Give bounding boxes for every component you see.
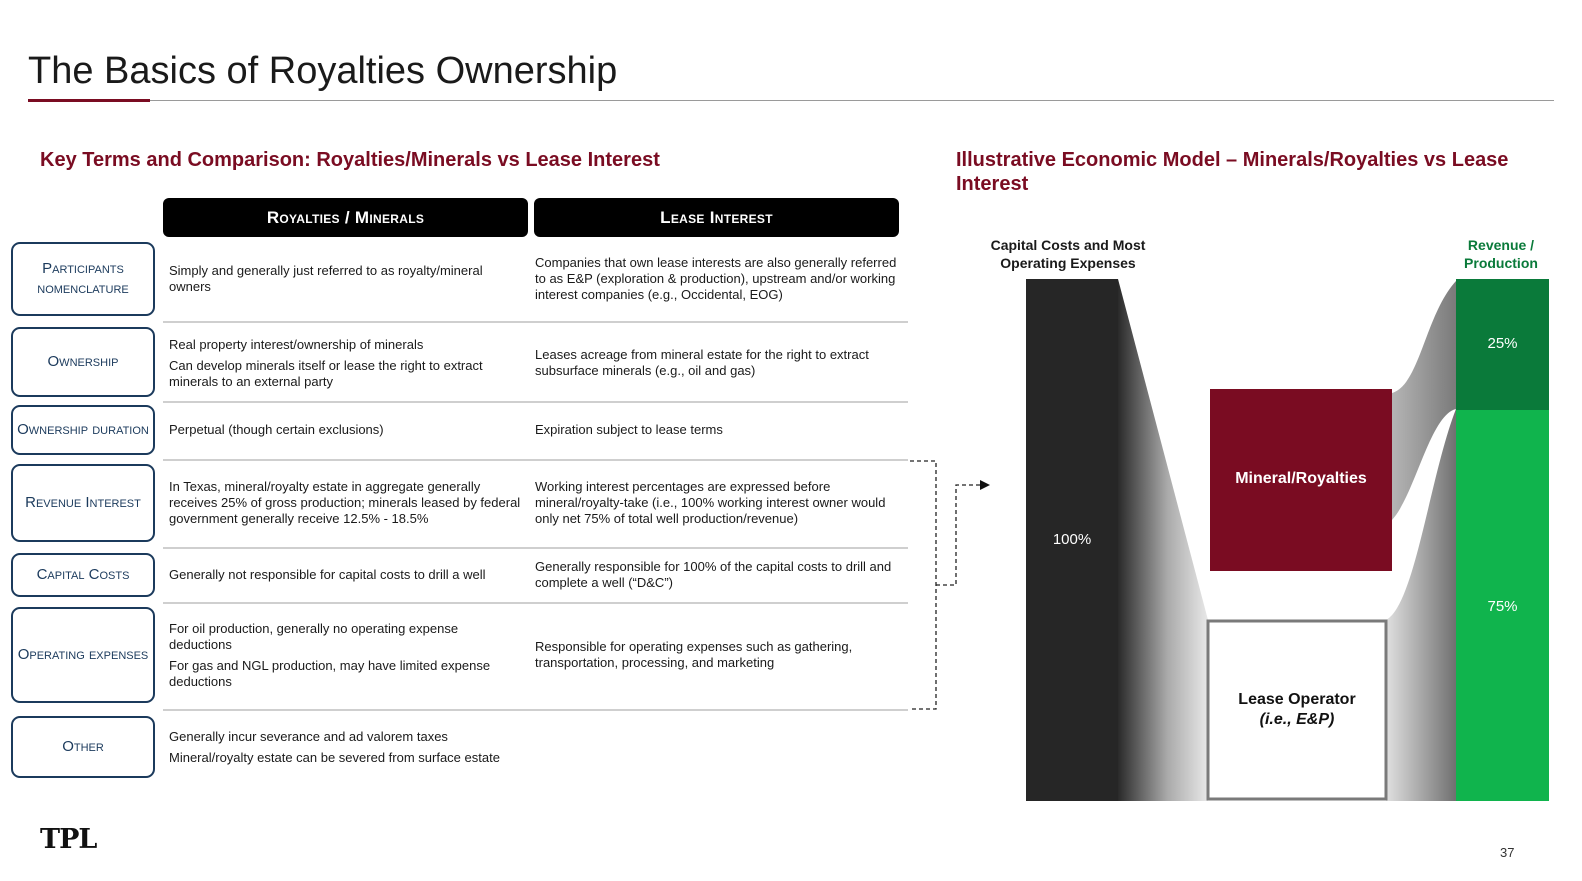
row-label-operating-expenses (11, 607, 155, 703)
column-header-lease (534, 198, 899, 237)
cell-lease-duration (535, 406, 903, 454)
row-divider (163, 401, 908, 403)
cell-text: Perpetual (though certain exclusions) (169, 422, 384, 437)
cell-lease-revenue (535, 466, 903, 540)
row-label-text: Capital Costs (36, 566, 130, 583)
row-label-text: Ownership duration (17, 421, 149, 438)
top-segment-percent: 25% (1487, 335, 1518, 352)
row-divider (163, 321, 908, 323)
cell-royalties-capital (169, 553, 524, 597)
row-divider (163, 602, 908, 604)
row-label-ownership (11, 327, 155, 397)
column-header-royalties-label: Royalties / Minerals (266, 207, 425, 227)
title-accent-bar (28, 99, 150, 102)
cell-text: Leases acreage from mineral estate for the right to extract subsurface minerals (e.g., oil and gas) (535, 347, 869, 378)
row-divider (163, 547, 908, 549)
cell-lease-participants (535, 244, 903, 314)
row-label-other (11, 716, 155, 778)
cell-royalties-opex (169, 610, 524, 700)
row-divider (163, 459, 908, 461)
cell-text: Generally not responsible for capital costs to drill a well (169, 567, 486, 582)
lease-box-label (1208, 690, 1386, 730)
cell-text: Expiration subject to lease terms (535, 422, 723, 437)
cell-text: Responsible for operating expenses such as gathering, transportation, processing, and marketing (535, 639, 853, 670)
tpl-logo: TPL (40, 824, 97, 855)
row-label-text: Participants nomenclature (37, 260, 129, 297)
left-bar-label: Capital Costs and Most Operating Expenses (990, 237, 1146, 271)
cell-lease-ownership (535, 328, 903, 398)
cost-flow-band (1118, 279, 1208, 801)
cell-text: Working interest percentages are expressed before mineral/royalty-take (i.e., 100% working interest owner would only net 75% of total well production/revenue) (535, 479, 886, 526)
cell-text: In Texas, mineral/royalty estate in aggregate generally receives 25% of gross production; minerals leased by federal government generally receive 12.5% - 18.5% (169, 479, 521, 526)
cell-lease-capital (535, 553, 903, 597)
cell-royalties-participants (169, 244, 524, 314)
right-bar-label: Revenue / Production (1464, 237, 1538, 271)
row-label-capital-costs (11, 553, 155, 597)
cell-text: Generally incur severance and ad valorem taxes (169, 728, 448, 744)
cell-lease-opex (535, 610, 903, 700)
column-header-lease-label: Lease Interest (660, 207, 773, 227)
cell-text: Mineral/royalty estate can be severed from surface estate (169, 749, 500, 765)
row-label-text: Operating expenses (17, 646, 149, 663)
bottom-segment-percent: 75% (1487, 598, 1518, 615)
mineral-box-label: Mineral/Royalties (1235, 470, 1367, 487)
cell-royalties-other (169, 717, 524, 777)
cell-royalties-duration (169, 406, 524, 454)
economic-model-heading: Illustrative Economic Model – Minerals/Royalties vs Lease Interest (956, 149, 1509, 195)
dashed-bracket-connector (900, 455, 1000, 720)
page-number: 37 (1500, 845, 1515, 860)
cell-text: Generally responsible for 100% of the capital costs to drill and complete a well (“D&C”) (535, 559, 892, 590)
cell-text: Can develop minerals itself or lease the right to extract minerals to an external party (169, 357, 483, 389)
title-rule (28, 100, 1554, 101)
cell-text: For oil production, generally no operating expense deductions (169, 620, 459, 652)
row-label-ownership-duration (11, 405, 155, 455)
lease-box-label-line1: Lease Operator (1238, 691, 1356, 708)
row-label-text: Other (62, 738, 104, 755)
row-divider (163, 709, 908, 711)
cell-text: For gas and NGL production, may have limited expense deductions (169, 657, 491, 689)
row-label-text: Ownership (47, 353, 119, 370)
cell-text: Simply and generally just referred to as royalty/mineral owners (169, 263, 483, 294)
column-header-royalties (163, 198, 528, 237)
cell-text: Real property interest/ownership of minerals (169, 336, 424, 352)
cell-royalties-ownership (169, 328, 524, 398)
lease-box-label-line2: (i.e., E&P) (1259, 711, 1335, 728)
row-label-text: Revenue Interest (25, 494, 141, 511)
arrow-head-icon (980, 480, 990, 490)
row-label-participants (11, 242, 155, 316)
comparison-heading: Key Terms and Comparison: Royalties/Minerals vs Lease Interest (40, 149, 660, 171)
page-title: The Basics of Royalties Ownership (28, 50, 618, 92)
row-label-revenue-interest (11, 464, 155, 542)
cell-royalties-revenue (169, 466, 524, 540)
left-bar-percent: 100% (1052, 531, 1092, 548)
cell-text: Companies that own lease interests are also generally referred to as E&P (exploration & production), upstream and/or working interest companies (e.g., Occidental, EOG) (535, 255, 897, 302)
